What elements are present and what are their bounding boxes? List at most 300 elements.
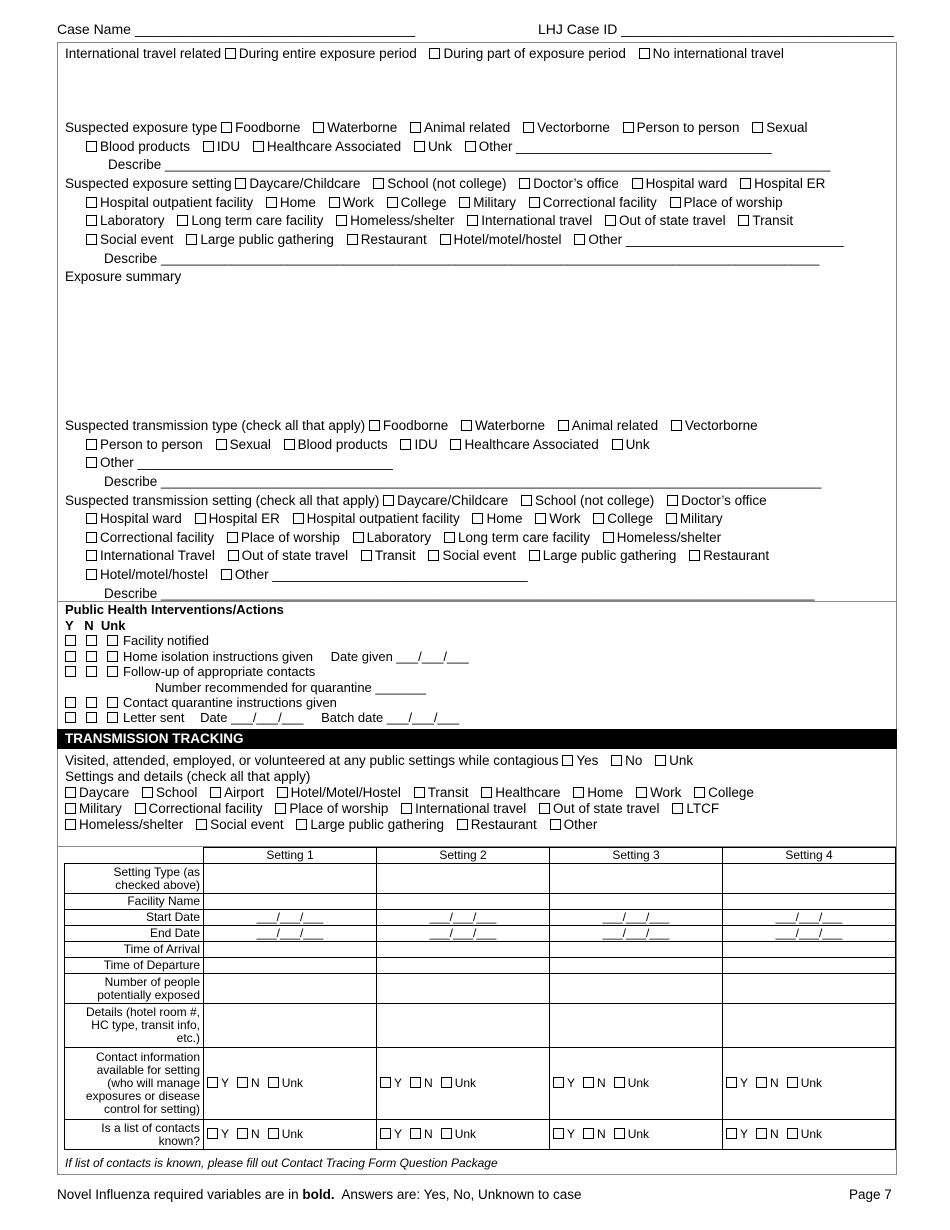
visited-public-settings-row — [65, 752, 693, 769]
option-label: School — [156, 785, 198, 800]
checkbox[interactable] — [465, 141, 476, 152]
exposure-setting-row-3 — [86, 212, 793, 229]
checkbox[interactable] — [550, 819, 561, 830]
no-checkbox[interactable] — [237, 1077, 248, 1088]
transmission-type-other — [86, 454, 393, 471]
checkbox[interactable] — [86, 457, 97, 468]
checkbox[interactable] — [86, 215, 97, 226]
yes-checkbox[interactable] — [65, 697, 76, 708]
n-label: N — [597, 1127, 606, 1141]
unk-checkbox[interactable] — [787, 1077, 798, 1088]
tracking-settings-row-2 — [65, 800, 719, 817]
checkbox[interactable] — [666, 513, 677, 524]
checkbox[interactable] — [347, 234, 358, 245]
row-label: Time of Arrival — [65, 942, 204, 958]
option-label: International travel — [481, 213, 593, 228]
checkbox[interactable] — [65, 787, 76, 798]
other-input[interactable]: __________________________________ — [272, 567, 528, 582]
checkbox[interactable] — [135, 803, 146, 814]
checkbox[interactable] — [65, 819, 76, 830]
checkbox[interactable] — [639, 48, 650, 59]
date-cell[interactable]: ___/___/___ — [723, 926, 896, 942]
checkbox[interactable] — [86, 234, 97, 245]
no-checkbox[interactable] — [583, 1077, 594, 1088]
n-label: N — [424, 1076, 433, 1090]
checkbox[interactable] — [632, 178, 643, 189]
phi-column-headers: Y N Unk — [65, 618, 126, 633]
checkbox[interactable] — [86, 439, 97, 450]
unk-label: Unk — [281, 1127, 304, 1141]
checkbox[interactable] — [275, 803, 286, 814]
yes-checkbox[interactable] — [553, 1128, 564, 1139]
unk-checkbox[interactable] — [441, 1077, 452, 1088]
checkbox[interactable] — [429, 48, 440, 59]
option-label: Military — [679, 511, 723, 526]
exposure-type-describe — [108, 156, 830, 174]
option-label: College — [400, 195, 447, 210]
checkbox[interactable] — [461, 420, 472, 431]
unk-label: Unk — [454, 1127, 477, 1141]
describe-input[interactable]: _______________________________________________________________________________________________ — [165, 158, 831, 172]
batch-date-input[interactable]: Batch date ___/___/___ — [321, 710, 460, 725]
checkbox[interactable] — [196, 819, 207, 830]
no-checkbox[interactable] — [583, 1128, 594, 1139]
checkbox[interactable] — [86, 513, 97, 524]
option-label: Unk — [427, 139, 452, 154]
unk-checkbox[interactable] — [655, 755, 666, 766]
case-name-field — [57, 21, 415, 37]
no-checkbox[interactable] — [86, 651, 97, 662]
checkbox[interactable] — [481, 787, 492, 798]
checkbox[interactable] — [519, 178, 530, 189]
unk-checkbox[interactable] — [107, 697, 118, 708]
checkbox[interactable] — [329, 197, 340, 208]
other-input[interactable]: _____________________________ — [625, 232, 844, 247]
footer-note — [57, 1187, 582, 1202]
transmission-setting-row-5 — [86, 566, 528, 583]
checkbox[interactable] — [752, 122, 763, 133]
option-label: Doctor’s office — [533, 176, 619, 191]
table-cell[interactable] — [204, 864, 377, 894]
option-label: Social event — [100, 232, 174, 247]
checkbox[interactable] — [539, 803, 550, 814]
checkbox[interactable] — [353, 532, 364, 543]
table-cell[interactable] — [723, 958, 896, 974]
checkbox[interactable] — [65, 803, 76, 814]
y-label: Y — [221, 1076, 230, 1090]
checkbox[interactable] — [221, 122, 232, 133]
table-cell[interactable] — [550, 974, 723, 1004]
phi-item-letter-sent — [65, 710, 459, 725]
checkbox[interactable] — [459, 197, 470, 208]
checkbox[interactable] — [574, 234, 585, 245]
checkbox[interactable] — [86, 197, 97, 208]
option-label: Military — [79, 801, 122, 816]
lhj-case-id-input[interactable]: ___________________________________ — [621, 21, 894, 37]
option-label: During entire exposure period — [238, 46, 417, 61]
date-cell[interactable]: ___/___/___ — [723, 910, 896, 926]
checkbox[interactable] — [210, 787, 221, 798]
no-checkbox[interactable] — [237, 1128, 248, 1139]
option-label: Homeless/shelter — [79, 817, 184, 832]
yes-checkbox[interactable] — [553, 1077, 564, 1088]
checkbox[interactable] — [667, 495, 678, 506]
checkbox[interactable] — [689, 550, 700, 561]
yes-checkbox[interactable] — [207, 1128, 218, 1139]
option-label: College — [607, 511, 654, 526]
no-checkbox[interactable] — [86, 635, 97, 646]
option-label: Unk — [625, 437, 650, 452]
ynu-cell — [550, 1048, 723, 1120]
checkbox[interactable] — [361, 550, 372, 561]
item-label: Contact quarantine instructions given — [123, 695, 337, 710]
table-cell[interactable] — [204, 894, 377, 910]
unk-checkbox[interactable] — [268, 1128, 279, 1139]
y-label: Y — [740, 1127, 749, 1141]
row-label: Time of Departure — [65, 958, 204, 974]
checkbox[interactable] — [401, 803, 412, 814]
checkbox[interactable] — [266, 197, 277, 208]
transmission-type-describe — [104, 473, 821, 491]
checkbox[interactable] — [472, 513, 483, 524]
column-header: Setting 3 — [550, 848, 723, 864]
date-cell[interactable]: ___/___/___ — [377, 926, 550, 942]
item-label: Letter sent — [123, 710, 185, 725]
option-label: Healthcare Associated — [266, 139, 402, 154]
option-label: During part of exposure period — [443, 46, 626, 61]
no-checkbox[interactable] — [86, 697, 97, 708]
checkbox[interactable] — [373, 178, 384, 189]
checkbox[interactable] — [457, 819, 468, 830]
checkbox[interactable] — [467, 215, 478, 226]
exposure-setting-describe — [104, 250, 819, 268]
checkbox[interactable] — [670, 197, 681, 208]
checkbox[interactable] — [369, 420, 380, 431]
no-checkbox[interactable] — [410, 1077, 421, 1088]
option-label: Laboratory — [100, 213, 165, 228]
row-label: Start Date — [65, 910, 204, 926]
date-cell[interactable]: ___/___/___ — [377, 910, 550, 926]
footer-bold-text: bold. — [302, 1187, 335, 1202]
table-cell[interactable] — [723, 974, 896, 1004]
ynu-cell — [377, 1048, 550, 1120]
footer-text: Answers are: Yes, No, Unknown to case — [334, 1187, 582, 1202]
table-cell[interactable] — [204, 974, 377, 1004]
option-label: Hotel/Motel/Hostel — [290, 785, 401, 800]
column-header: Setting 1 — [204, 848, 377, 864]
date-cell[interactable]: ___/___/___ — [550, 926, 723, 942]
unk-checkbox[interactable] — [268, 1077, 279, 1088]
option-label: Hospital ward — [100, 511, 182, 526]
phi-quarantine-number[interactable]: Number recommended for quarantine _______ — [155, 680, 427, 695]
table-cell[interactable] — [377, 958, 550, 974]
option-label: Home — [279, 195, 316, 210]
phi-item-contact-quarantine — [65, 695, 337, 710]
checkbox[interactable] — [221, 569, 232, 580]
no-checkbox[interactable] — [756, 1077, 767, 1088]
table-cell[interactable] — [723, 864, 896, 894]
unk-checkbox[interactable] — [614, 1128, 625, 1139]
option-label: Place of worship — [683, 195, 783, 210]
checkbox[interactable] — [521, 495, 532, 506]
option-label: Long term care facility — [191, 213, 324, 228]
unk-checkbox[interactable] — [107, 712, 118, 723]
other-input[interactable]: __________________________________ — [137, 455, 393, 470]
checkbox[interactable] — [86, 569, 97, 580]
table-cell[interactable] — [377, 894, 550, 910]
unk-checkbox[interactable] — [614, 1077, 625, 1088]
other-label: Other — [100, 455, 134, 470]
checkbox[interactable] — [235, 178, 246, 189]
checkbox[interactable] — [593, 513, 604, 524]
table-cell[interactable] — [377, 942, 550, 958]
table-row — [65, 864, 896, 894]
transmission-type-label: Suspected transmission type (check all that apply) — [65, 418, 366, 433]
other-input[interactable]: __________________________________ — [516, 139, 772, 154]
checkbox[interactable] — [293, 513, 304, 524]
settings-table — [64, 847, 896, 1150]
transmission-setting-row-1 — [65, 492, 767, 509]
no-checkbox[interactable] — [611, 755, 622, 766]
option-label: Waterborne — [475, 418, 546, 433]
no-checkbox[interactable] — [86, 712, 97, 723]
date-given-input[interactable]: Date given ___/___/___ — [330, 649, 469, 664]
table-cell[interactable] — [723, 894, 896, 910]
checkbox[interactable] — [86, 532, 97, 543]
table-cell[interactable] — [550, 1004, 723, 1048]
option-label: Place of worship — [289, 801, 389, 816]
date-cell[interactable]: ___/___/___ — [204, 910, 377, 926]
option-label: Vectorborne — [684, 418, 758, 433]
checkbox[interactable] — [277, 787, 288, 798]
checkbox[interactable] — [444, 532, 455, 543]
exposure-setting-row-2 — [86, 194, 783, 211]
intl-travel-row — [65, 45, 784, 62]
checkbox[interactable] — [740, 178, 751, 189]
checkbox[interactable] — [216, 439, 227, 450]
option-label: Person to person — [636, 120, 740, 135]
checkbox[interactable] — [623, 122, 634, 133]
table-cell[interactable] — [550, 958, 723, 974]
yes-checkbox[interactable] — [726, 1128, 737, 1139]
checkbox[interactable] — [284, 439, 295, 450]
option-label: Unk — [669, 753, 694, 768]
intl-travel-label: International travel related — [65, 46, 222, 61]
describe-label: Describe — [108, 157, 162, 172]
option-label: School (not college) — [534, 493, 655, 508]
n-label: N — [424, 1127, 433, 1141]
settings-details-label: Settings and details (check all that apply) — [65, 769, 311, 784]
no-checkbox[interactable] — [86, 666, 97, 677]
row-label: Contact information available for setting (who will manage exposures or disease control for setting) — [65, 1048, 204, 1120]
transmission-setting-row-2 — [86, 510, 723, 527]
phi-item-home-isolation — [65, 649, 469, 664]
yes-checkbox[interactable] — [726, 1077, 737, 1088]
checkbox[interactable] — [671, 420, 682, 431]
option-label: Work — [650, 785, 682, 800]
checkbox[interactable] — [414, 141, 425, 152]
describe-input[interactable]: ______________________________________________________________________________________________ — [161, 252, 820, 266]
row-label: Facility Name — [65, 894, 204, 910]
option-label: Restaurant — [470, 817, 537, 832]
checkbox[interactable] — [383, 495, 394, 506]
table-cell[interactable] — [377, 864, 550, 894]
checkbox[interactable] — [142, 787, 153, 798]
checkbox[interactable] — [603, 532, 614, 543]
checkbox[interactable] — [450, 439, 461, 450]
other-label: Other — [234, 567, 269, 582]
option-label: Restaurant — [703, 548, 770, 563]
ynu-cell — [550, 1120, 723, 1150]
checkbox[interactable] — [605, 215, 616, 226]
checkbox[interactable] — [636, 787, 647, 798]
checkbox[interactable] — [410, 122, 421, 133]
contact-tracing-note: If list of contacts is known, please fill out Contact Tracing Form Question Package — [65, 1156, 498, 1170]
checkbox[interactable] — [186, 234, 197, 245]
table-row — [65, 942, 896, 958]
table-cell[interactable] — [723, 942, 896, 958]
checkbox[interactable] — [86, 550, 97, 561]
checkbox[interactable] — [529, 197, 540, 208]
describe-label: Describe — [104, 474, 158, 489]
table-row — [65, 958, 896, 974]
table-cell[interactable] — [550, 942, 723, 958]
item-label: Facility notified — [123, 633, 209, 648]
checkbox[interactable] — [672, 803, 683, 814]
yes-checkbox[interactable] — [380, 1128, 391, 1139]
n-label: N — [251, 1127, 260, 1141]
describe-input[interactable]: _______________________________________________________________________________________________ — [161, 475, 822, 489]
table-cell[interactable] — [377, 974, 550, 1004]
exposure-summary-label: Exposure summary — [65, 269, 182, 284]
table-cell[interactable] — [550, 894, 723, 910]
option-label: Doctor’s office — [681, 493, 767, 508]
yes-checkbox[interactable] — [65, 666, 76, 677]
checkbox[interactable] — [177, 215, 188, 226]
checkbox[interactable] — [400, 439, 411, 450]
unk-checkbox[interactable] — [107, 651, 118, 662]
yes-checkbox[interactable] — [65, 635, 76, 646]
option-label: Correctional facility — [542, 195, 657, 210]
unk-label: Unk — [454, 1076, 477, 1090]
table-cell[interactable] — [204, 1004, 377, 1048]
checkbox[interactable] — [428, 550, 439, 561]
n-label: N — [770, 1076, 779, 1090]
table-cell[interactable] — [723, 1004, 896, 1048]
checkbox[interactable] — [313, 122, 324, 133]
yes-checkbox[interactable] — [65, 651, 76, 662]
case-name-input[interactable]: ____________________________________ — [134, 21, 416, 37]
checkbox[interactable] — [558, 420, 569, 431]
lhj-case-id-label: LHJ Case ID — [538, 21, 618, 37]
table-header-row — [65, 848, 896, 864]
option-label: Large public gathering — [200, 232, 334, 247]
phi-item-follow-up — [65, 664, 315, 679]
transmission-setting-row-4 — [86, 547, 769, 564]
checkbox[interactable] — [738, 215, 749, 226]
option-label: Airport — [224, 785, 264, 800]
checkbox[interactable] — [414, 787, 425, 798]
yes-checkbox[interactable] — [380, 1077, 391, 1088]
yes-checkbox[interactable] — [65, 712, 76, 723]
unk-checkbox[interactable] — [107, 666, 118, 677]
unk-checkbox[interactable] — [787, 1128, 798, 1139]
option-label: Other — [563, 817, 598, 832]
option-label: Person to person — [100, 437, 203, 452]
date-cell[interactable]: ___/___/___ — [550, 910, 723, 926]
checkbox[interactable] — [535, 513, 546, 524]
option-label: Vectorborne — [537, 120, 610, 135]
table-row — [65, 1120, 896, 1150]
transmission-setting-describe — [104, 585, 815, 603]
option-label: Healthcare — [495, 785, 561, 800]
row-label: Is a list of contacts known? — [65, 1120, 204, 1150]
option-label: Hotel/motel/hostel — [100, 567, 209, 582]
yes-checkbox[interactable] — [207, 1077, 218, 1088]
table-cell[interactable] — [377, 1004, 550, 1048]
n-label: N — [597, 1076, 606, 1090]
ynu-cell — [723, 1120, 896, 1150]
checkbox[interactable] — [523, 122, 534, 133]
describe-input[interactable]: ______________________________________________________________________________________________ — [161, 587, 815, 601]
checkbox[interactable] — [225, 48, 236, 59]
column-header: Setting 4 — [723, 848, 896, 864]
row-label: Number of people potentially exposed — [65, 974, 204, 1004]
no-checkbox[interactable] — [410, 1128, 421, 1139]
checkbox[interactable] — [573, 787, 584, 798]
checkbox[interactable] — [203, 141, 214, 152]
unk-checkbox[interactable] — [441, 1128, 452, 1139]
checkbox[interactable] — [440, 234, 451, 245]
letter-date-input[interactable]: Date ___/___/___ — [200, 710, 304, 725]
tracking-settings-row-1 — [65, 784, 754, 801]
option-label: Animal related — [571, 418, 659, 433]
ynu-cell — [723, 1048, 896, 1120]
phi-title: Public Health Interventions/Actions — [65, 602, 284, 617]
yes-checkbox[interactable] — [562, 755, 573, 766]
option-label: Transit — [752, 213, 794, 228]
checkbox[interactable] — [227, 532, 238, 543]
ynu-cell — [377, 1120, 550, 1150]
checkbox[interactable] — [296, 819, 307, 830]
table-cell[interactable] — [204, 942, 377, 958]
unk-checkbox[interactable] — [107, 635, 118, 646]
checkbox[interactable] — [253, 141, 264, 152]
table-row — [65, 1048, 896, 1120]
transmission-tracking-header: TRANSMISSION TRACKING — [57, 729, 897, 749]
checkbox[interactable] — [228, 550, 239, 561]
date-cell[interactable]: ___/___/___ — [204, 926, 377, 942]
checkbox[interactable] — [529, 550, 540, 561]
option-label: Correctional facility — [148, 801, 263, 816]
table-row — [65, 926, 896, 942]
checkbox[interactable] — [336, 215, 347, 226]
table-cell[interactable] — [204, 958, 377, 974]
option-label: Hospital ER — [754, 176, 826, 191]
checkbox[interactable] — [86, 141, 97, 152]
checkbox[interactable] — [612, 439, 623, 450]
option-label: International Travel — [100, 548, 215, 563]
table-row — [65, 910, 896, 926]
checkbox[interactable] — [694, 787, 705, 798]
exposure-type-label: Suspected exposure type — [65, 120, 218, 135]
checkbox[interactable] — [195, 513, 206, 524]
no-checkbox[interactable] — [756, 1128, 767, 1139]
ynu-cell — [204, 1120, 377, 1150]
option-label: Hotel/motel/hostel — [453, 232, 562, 247]
table-cell[interactable] — [550, 864, 723, 894]
checkbox[interactable] — [387, 197, 398, 208]
